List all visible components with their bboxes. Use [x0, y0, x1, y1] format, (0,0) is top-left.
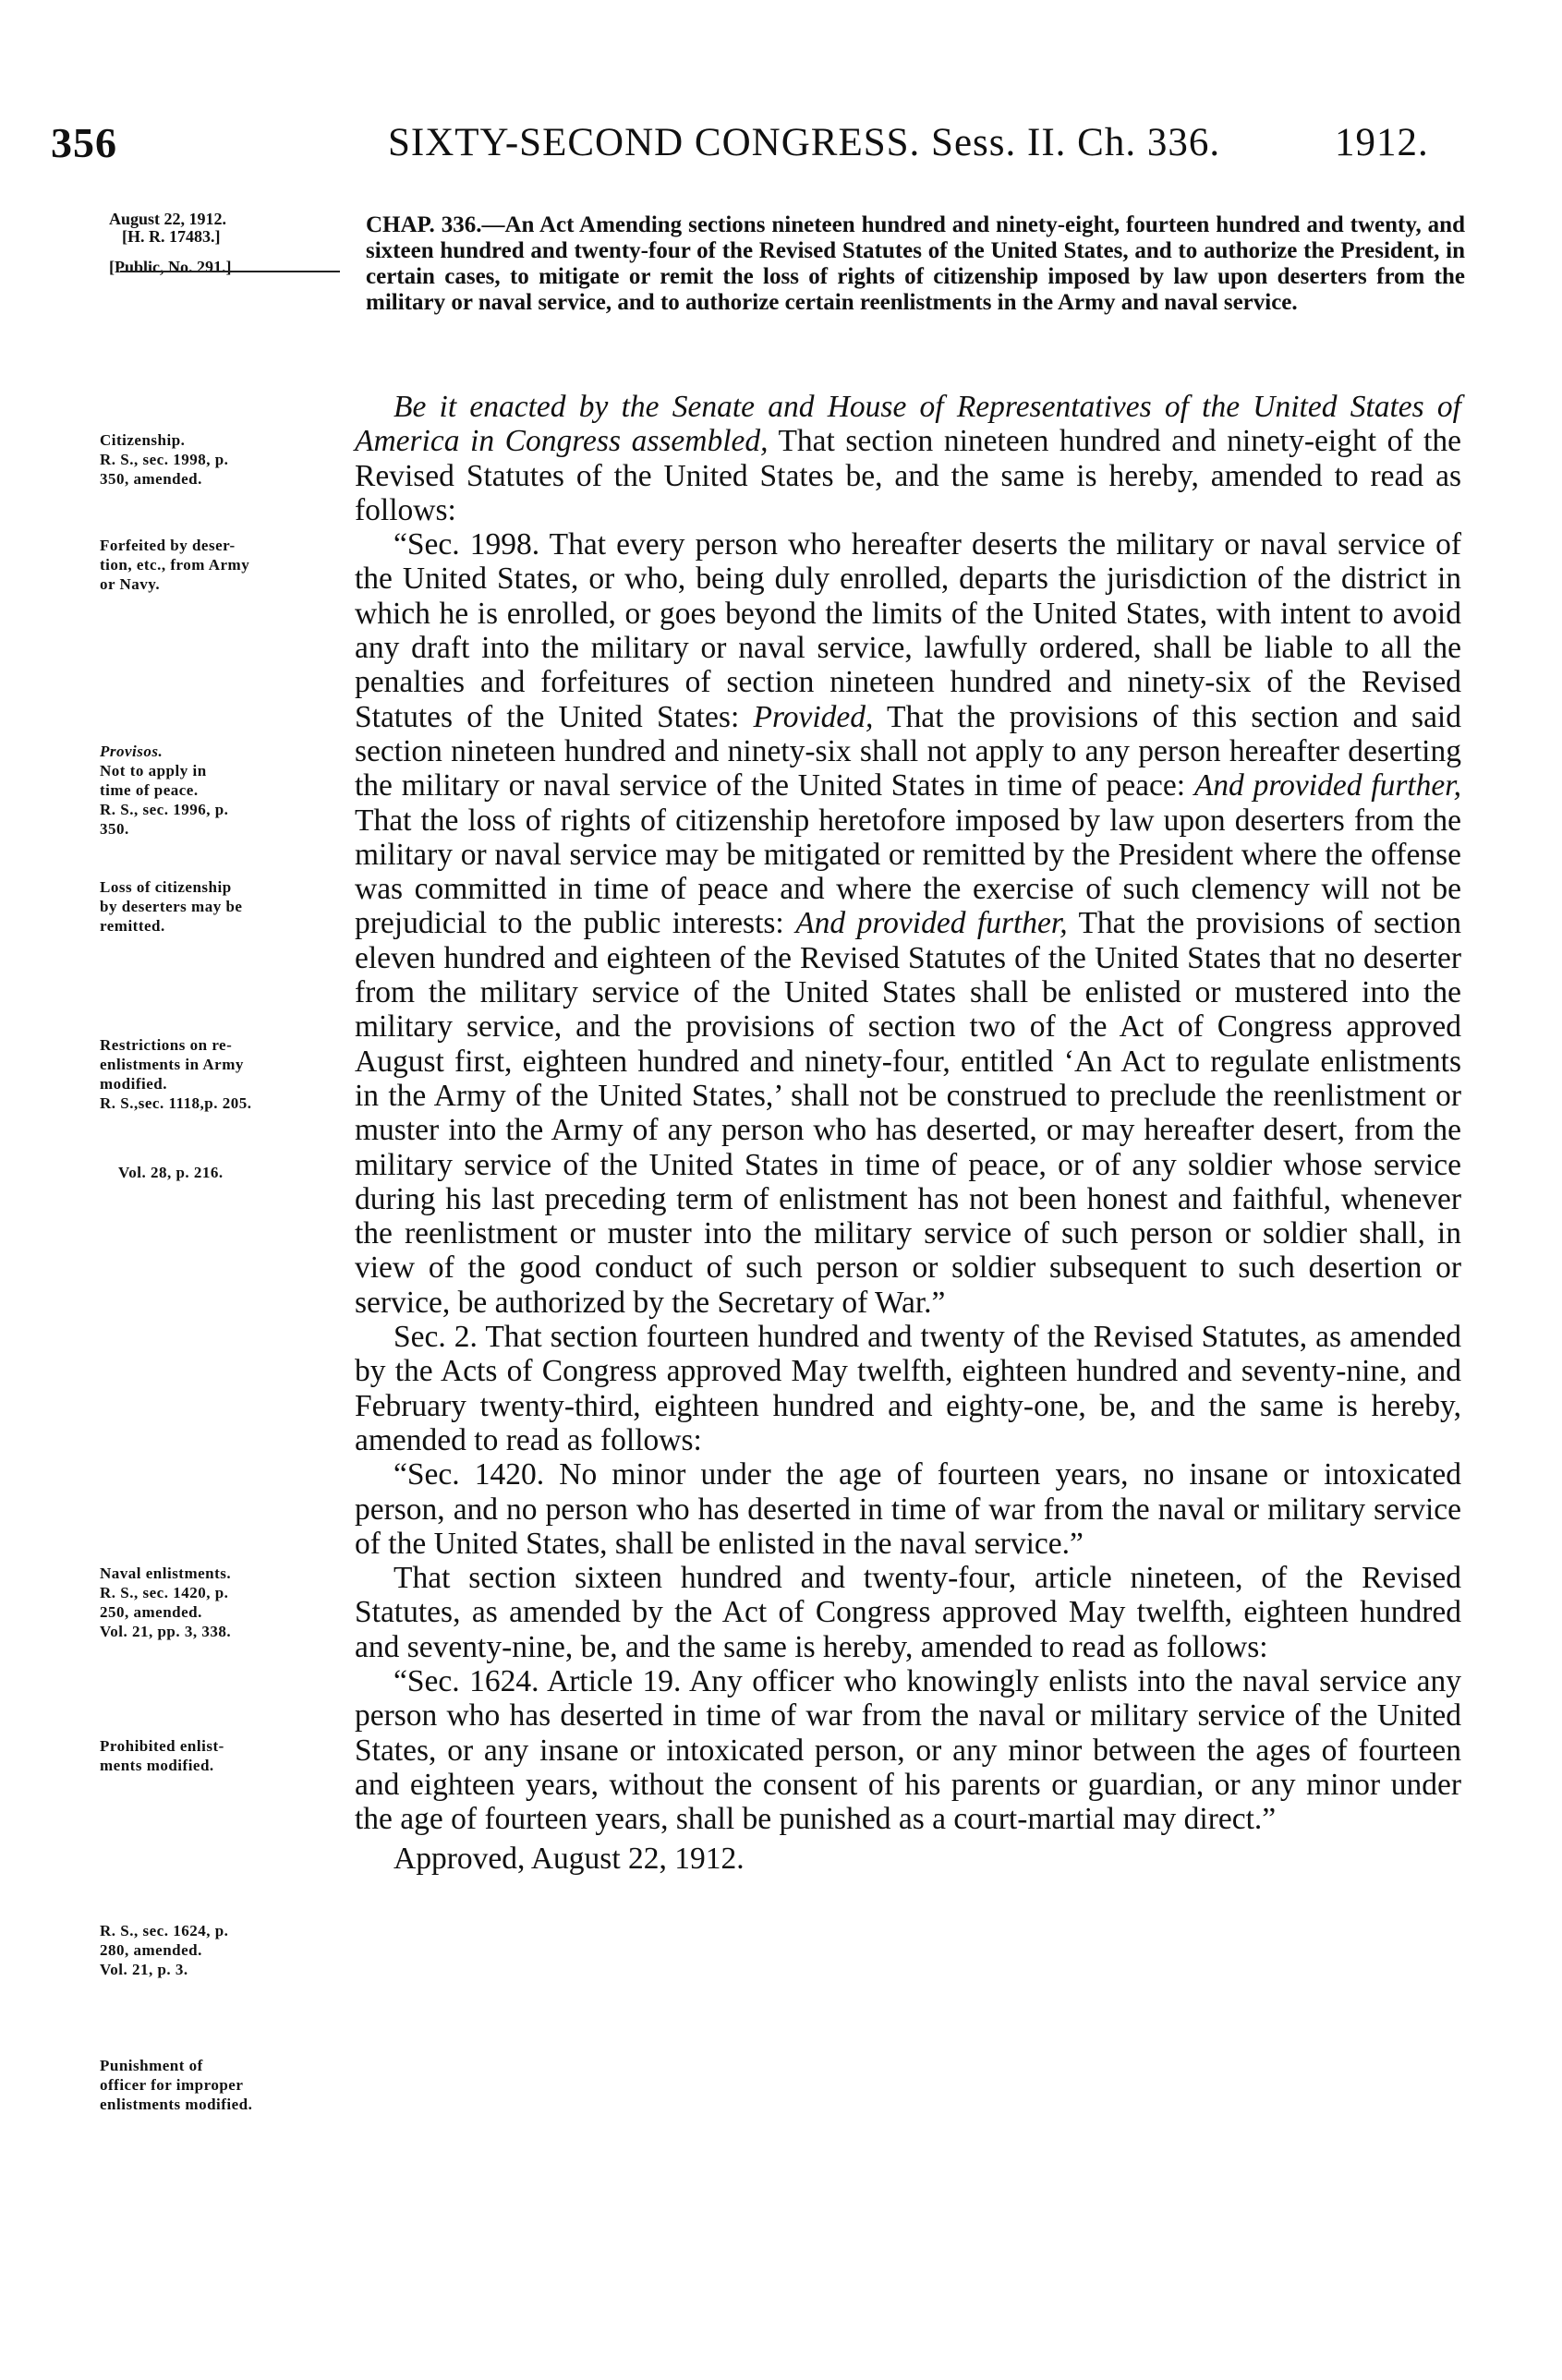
- approval-line: Approved, August 22, 1912.: [394, 1842, 745, 1877]
- citation-date: August 22, 1912.: [109, 210, 227, 228]
- margin-note-line: Vol. 21, p. 3.: [100, 1961, 188, 1978]
- running-head: SIXTY-SECOND CONGRESS. Sess. II. Ch. 336.: [388, 121, 1221, 164]
- margin-note-rs-1624: [100, 1921, 363, 1979]
- margin-note-line: R. S., sec. 1996, p.: [100, 801, 229, 818]
- citation-block: [109, 211, 354, 276]
- enacting-clause: Be it enacted by the Senate and House of Representatives of the United States of America in Congress assembled,: [355, 390, 1461, 459]
- margin-note-line: Forfeited by deser-: [100, 537, 236, 554]
- margin-note-line: by deserters may be: [100, 898, 243, 915]
- margin-note-line: Loss of citizenship: [100, 878, 232, 896]
- margin-note-line: Vol. 21, pp. 3, 338.: [100, 1623, 232, 1640]
- margin-note-line: Provisos.: [100, 743, 163, 760]
- margin-note-line: or Navy.: [100, 575, 161, 593]
- citation-bill: [H. R. 17483.]: [122, 227, 221, 246]
- margin-note-line: Naval enlistments.: [100, 1565, 232, 1582]
- margin-note-provisos: [100, 742, 363, 839]
- section-1998-text-d: That the provisions of section eleven hundred and eighteen of the Revised Statutes of the United States that no deserter from the military service of the United States shall be enlisted or mustered into the military service, and the provisions of section two of the Act of Congress approved August first, eighteen hundred and ninety-four, entitled ‘An Act to regulate enlistments in the Army of the United States,’ shall not be construed to preclude the reenlistment or muster into the Army of any person who has deserted, or may hereafter desert, from the military service of the United States in time of peace, or of any soldier whose service during his last preceding term of enlistment has not been honest and faithful, whenever the reenlistment or muster into the military service of such person or soldier shall, in view of the good conduct of such person or soldier subsequent to such desertion or service, be authorized by the Secretary of War.”: [355, 906, 1461, 1320]
- margin-note-line: enlistments modified.: [100, 2096, 253, 2113]
- margin-note-line: R. S., sec. 1998, p.: [100, 451, 229, 468]
- margin-note-line: Not to apply in: [100, 762, 207, 779]
- margin-note-line: ments modified.: [100, 1757, 214, 1774]
- margin-note-line: Prohibited enlist-: [100, 1737, 224, 1755]
- margin-note-line: Vol. 28, p. 216.: [118, 1164, 224, 1181]
- margin-note-line: Punishment of: [100, 2057, 203, 2074]
- section-1998-paragraph: [355, 527, 1461, 1320]
- margin-note-line: enlistments in Army: [100, 1056, 244, 1073]
- margin-note-vol28: [118, 1163, 381, 1182]
- margin-note-line: Restrictions on re-: [100, 1036, 233, 1054]
- page-header: [51, 118, 1455, 174]
- margin-note-line: modified.: [100, 1075, 167, 1093]
- margin-note-forfeited: [100, 536, 363, 594]
- section-1998-text-c: That the loss of rights of citizenship heretofore imposed by law upon deserters from the military or naval service may be mitigated or remitted by the President where the offense was committed in time of peace and where the exercise of such clemency will not be prejudicial to the public interests:: [355, 803, 1461, 941]
- enacting-paragraph-text: That section nineteen hundred and ninety-eight of the Revised Statutes of the United States be, and the same is hereby, amended to read as follows:: [355, 424, 1461, 527]
- margin-note-line: time of peace.: [100, 781, 199, 799]
- margin-note-loss-of-citizenship: [100, 877, 363, 936]
- margin-note-line: tion, etc., from Army: [100, 556, 250, 574]
- margin-note-line: R. S., sec. 1420, p.: [100, 1584, 229, 1601]
- proviso-further-1: And provided further,: [1193, 768, 1461, 803]
- margin-note-restrictions: [100, 1035, 363, 1113]
- margin-note-line: officer for improper: [100, 2076, 244, 2094]
- margin-note-line: 350.: [100, 820, 129, 838]
- proviso-provided: Provided,: [753, 699, 874, 734]
- margin-note-line: 280, amended.: [100, 1941, 202, 1959]
- section-1624-paragraph: “Sec. 1624. Article 19. Any officer who knowingly enlists into the naval service any person who has deserted in time of war from the naval or military service of the United States, or any insane or intoxicated person, or any minor between the ages of fourteen and eighteen years, without the consent of his parents or guardian, or any minor under the age of fourteen years, shall be punished as a court-martial may direct.”: [355, 1663, 1461, 1837]
- enacting-paragraph: [355, 390, 1461, 527]
- margin-note-line: 250, amended.: [100, 1603, 202, 1621]
- header-year: 1912.: [1335, 121, 1429, 164]
- section-1420-paragraph: “Sec. 1420. No minor under the age of fourteen years, no insane or intoxicated person, and no person who has deserted in time of war from the naval or military service of the United States, shall be enlisted in the naval service.”: [355, 1457, 1461, 1561]
- citation-public-no: [Public, No. 291.]: [109, 258, 232, 276]
- chapter-heading: CHAP. 336.—An Act Amending sections nineteen hundred and ninety-eight, fourteen hundred and twenty, and sixteen hundred and twenty-four of the Revised Statutes of the United States, and to authorize the President, in certain cases, to mitigate or remit the loss of rights of citizenship imposed by law upon deserters from the military or naval service, and to authorize certain reenlistments in the Army and naval service.: [366, 212, 1465, 315]
- margin-note-naval-enlistments: [100, 1564, 363, 1641]
- margin-note-punishment: [100, 2056, 363, 2114]
- citation-divider: [120, 271, 340, 272]
- proviso-further-2: And provided further,: [795, 906, 1068, 941]
- margin-note-line: Citizenship.: [100, 431, 186, 449]
- margin-note-citizenship: [100, 430, 363, 489]
- margin-note-line: R. S.,sec. 1118,p. 205.: [100, 1094, 252, 1112]
- page-number: 356: [51, 119, 117, 166]
- section-2-paragraph: Sec. 2. That section fourteen hundred and twenty of the Revised Statutes, as amended by the Acts of Congress approved May twelfth, eighteen hundred and seventy-nine, and February twenty-third, eighteen hundred and eighty-one, be, and the same is hereby, amended to read as follows:: [355, 1320, 1461, 1457]
- act-body: [355, 390, 1461, 1877]
- margin-note-line: 350, amended.: [100, 470, 202, 488]
- margin-note-line: remitted.: [100, 917, 165, 935]
- section-1624-intro-paragraph: That section sixteen hundred and twenty-four, article nineteen, of the Revised Statutes, as amended by the Act of Congress approved May twelfth, eighteen hundred and seventy-nine, be, and the same is hereby, amended to read as follows:: [355, 1561, 1461, 1664]
- section-1998-text-b: That the provisions of this section and said section nineteen hundred and ninety-six shall not apply to any person hereafter deserting the military or naval service of the United States in time of peace:: [355, 699, 1461, 803]
- section-1998-text-a: “Sec. 1998. That every person who hereafter deserts the military or naval service of the United States, or who, being duly enrolled, departs the jurisdiction of the district in which he is enrolled, or goes beyond the limits of the United States, with intent to avoid any draft into the military or naval service, lawfully ordered, shall be liable to all the penalties and forfeitures of section nineteen hundred and ninety-six of the Revised Statutes of the United States:: [355, 527, 1461, 734]
- margin-note-prohibited-enlistments: [100, 1736, 363, 1775]
- margin-note-line: R. S., sec. 1624, p.: [100, 1922, 229, 1939]
